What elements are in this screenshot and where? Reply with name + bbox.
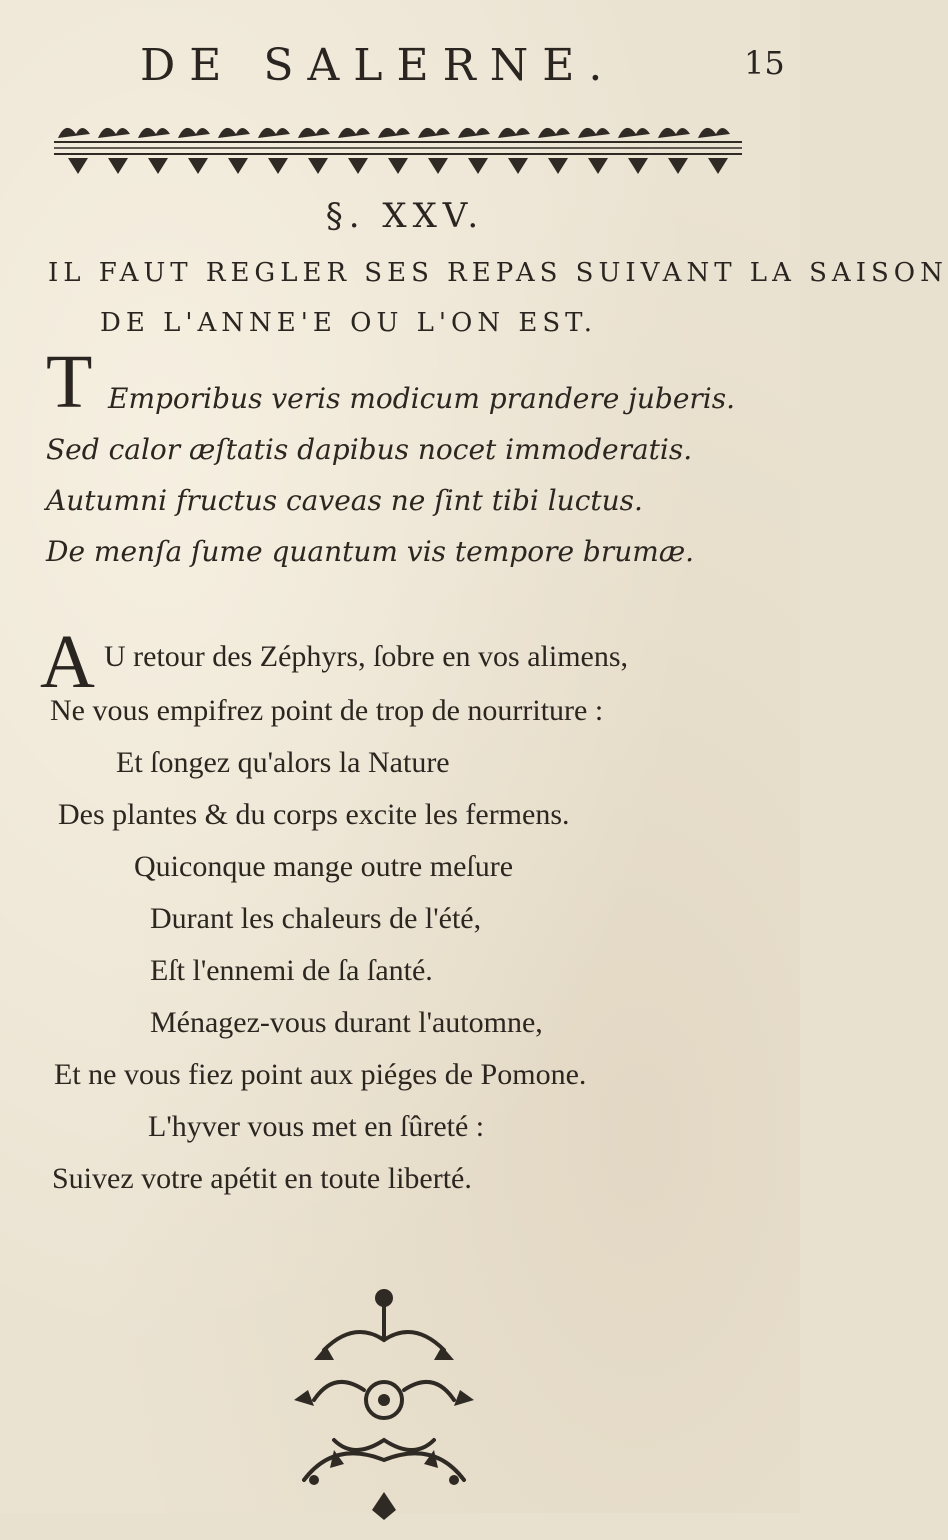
latin-verse-line-2: Sed calor æſtatis dapibus nocet immoderatis. (46, 433, 693, 466)
french-verse-line-6: Durant les chaleurs de l'été, (150, 902, 482, 935)
latin-verse-line-4: De menſa ſume quantum vis tempore brumæ. (46, 535, 695, 568)
running-title: DE SALERNE. (140, 40, 617, 91)
section-title-line-2: DE L'ANNE'E OU L'ON EST. (100, 308, 597, 338)
french-verse-line-2: Ne vous empifrez point de trop de nourriture : (50, 694, 604, 727)
french-verse-line-10: L'hyver vous met en ſûreté : (148, 1110, 485, 1143)
page-number: 15 (744, 44, 785, 82)
french-verse-line-8: Ménagez-vous durant l'automne, (150, 1006, 543, 1039)
french-verse-line-7: Eſt l'ennemi de ſa ſanté. (150, 954, 433, 987)
french-drop-cap: A (40, 620, 95, 704)
latin-drop-cap: T (46, 340, 93, 424)
french-verse-line-4: Des plantes & du corps excite les fermens. (58, 798, 570, 831)
section-title-line-1: IL FAUT REGLER SES REPAS SUIVANT LA SAISON (48, 258, 948, 288)
section-number: §. XXV. (325, 196, 485, 236)
french-verse-line-5: Quiconque mange outre meſure (134, 850, 514, 883)
latin-verse-line-3: Autumni fructus caveas ne ſint tibi luctus. (46, 484, 643, 517)
french-verse-line-3: Et ſongez qu'alors la Nature (116, 746, 450, 779)
french-verse-line-9: Et ne vous fiez point aux piéges de Pomone. (54, 1058, 587, 1091)
french-verse-line-1: U retour des Zéphyrs, ſobre en vos alimens, (104, 640, 629, 673)
latin-verse-line-1: Emporibus veris modicum prandere juberis. (108, 382, 735, 415)
fleuron-band-ornament (48, 112, 748, 188)
floral-tailpiece-ornament (254, 1270, 514, 1540)
french-verse-line-11: Suivez votre apétit en toute liberté. (52, 1162, 472, 1195)
